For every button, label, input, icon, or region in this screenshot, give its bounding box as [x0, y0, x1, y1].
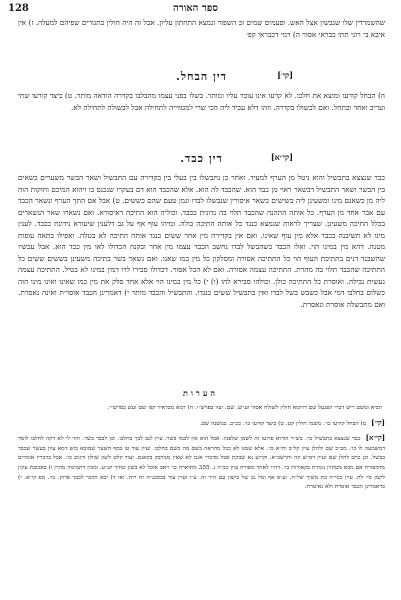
section-title: דין כבד.: [180, 152, 223, 165]
book-title: ספר האורה: [173, 3, 218, 14]
paragraph-text: ה) הבחל קורעו ומוצא את חלבו. לא קרעו אינו עובר עליו ומותר. בשלו בפני עצמו מהבלבו בקדרה הודאה מותר. ט) כיצד קורעו שתי ועריב ואחד ובתחל. ואם לכשולו בקדרה. וזהו דלא עביד ליה הכי שרי למטווייה לתחילה אבל לבשולה לתחילה לא.: [18, 91, 385, 112]
section-heading: [18, 70, 385, 86]
note-marker: [קי׳]: [371, 417, 385, 427]
note-text: ט) הבחל קורעו כו׳. משנה חולין קט. ט) ביצד קורעו כו׳. ככ״ב. במשנה שם.: [199, 420, 367, 427]
note-entry: [18, 402, 385, 414]
note-entry: [18, 433, 385, 493]
notes-section: [18, 402, 385, 497]
section-body: [18, 90, 385, 113]
note-text: הביא ומשם ריש דברי הפנעל שם דרומא חולין לשולח אסור וע״ש. שם. ועיו בפרש״י. ח) דמא מבראיר קפ׳ שם ועש בפרש״י.: [107, 405, 382, 411]
section-body: [18, 172, 385, 310]
notes-title: הערות: [183, 388, 218, 398]
page-number: 128: [8, 3, 29, 14]
paragraph-text: כבד שנצצא בתבשיל והוא ניטל מן הערף למעיד. ואחר כן נתבשלו בין בעלי בין בקדירה עם התבשיל ושאר הבשר משערים כשאים בין הבשר ושאר התבשיל דבשאר ראוי מן כבד הוא. שהכבד לה הוא. אלא שהכבד הוא דם בעקרו שנכנס בו ויהוא המיכם וחוקות הוה ליה מן כשאנם מינו ומשעינן ליה בשישים כשאר איסורין שנבשלו לבדו ונמן טעם שהם כששים. ט) אבל אם התך הערף ונשאר הכבד עם אבר אחד מן הערף. כל אותה התהנה שהכבד תלוי בה נדונית ככבד. וכוליה הוא התיכה דאיסורא. ואם נשארו שאר הנשארים בכלל התיכה משעינן. שצריך לראות שנמצא כנגד כל אותה התיכה כולה. ומיהו עוף אף על גב דלענין שיעורא נידונת ככבד. לענין מינו לא תשיבנה ככבד אלא מין עוף שאינו. ואם אין בקדירה מין אחר ששים כנגד אותה התיכה לא בטלה. ואפילו בתאה עופות מטנה. דהא מין במינו הוי. ואלו הכבד כשהבשל לבדו נחשב הכבד עצמו מין אחר ובקנה הכדולו לאו מין כבד הוא. אבל עכשיו שהשבנד דנים בתתיכת העוף הוי כל התתיכה אסורה ומסלקון כל מין כמו שאנו. ואם נשאר בשר בתיכה משעינן בששים ששים כל התתיכה שהכבד תלוי בה מהרת. התתיכה עצמה אסורה. ואם לא הכל אסור. דכדולו סבירו לדו דמין במינו לא בטיל. התתיכה עצמה נעשית נבילה. ואוסרת כל התתיכה כולן. וכולהו סבירא להו (ו) י) כל מין במינו הוי אלא אחד סלק את מין כמו שאינו ואינו מינו הוה כשלום בחלבו דמי אבל כשבש בשל לבדו ואין בתבשיל ששים כנגדו. והתבשיל והכבד מותר י) דאמרינן הכבד אוסר׳ת ואינה נאסרת. ואם מתבשלה אוסרת ונאסרת.: [18, 173, 385, 309]
note-marker: [קי״א]: [365, 433, 386, 443]
note-text: כבד שנצצא בתבשיל כו׳. בש״ר הורוא פרועו זה לשמן שלפניו. אבל הוא אין לכמו בשר. עיין לנב לבך בחלבו. וכן לבבד בשר. והוי לי לא דקה לחלבו לומד דמשמעה לו כו׳. מב״כ שם ולהלן עיין קל״ב ות״א כו׳. אלא שמנו לא ככל מהראה בשם מה כשם בחלבו. ועיין עוד טו בסף השער שמובא כוש דמא עיון בעשר שכבד בבשל. וכן כתב להלן שם ועיין דס״ש קה והרשב״א. וקרוע נא שבקת אבל מדברי אגמ לא שאין ממרבק בקאנס. ועוד קלט לשון שולון ורגים כו׳. אבל בדבריו אומרים מדמפורח אם מבא מטתוין נומרת בקאורות כו׳. דהיי לאחר מפורח עיין כב״ה ג. 355 מתוארה כו׳ ויאב אוכל לא בשון טתיך קנ״ע. ומכין דתמימה מהרן ז) באכובת עינין לקמן סי׳ לח. עיין כסי״ה כת משיך של״ח. וע״פ אף ומל גב של בישון עם היר זה. ע״ו ועיין עוד בבסכנ״ח זח רוח. ואי ד) יבא הדבר לכבד פרוק. כו׳. מפ קי״א. י) כדאמרינן הכבד אוסרת ולא גאיטרת.: [18, 436, 385, 491]
paragraph-text: שהשמרדין שלו שנבשין אצל האש. ופעמים שמים זב השפור ונמצא התחתון עליון. אבל זה היה חולין בתגורים שפיהם למעלה. ז) אין איבא בי רוני תתי כבראי אסור ה) רמי דכבראי קפ׳: [18, 18, 385, 39]
section-heading: [18, 152, 385, 168]
continuation-paragraph: [18, 17, 385, 40]
page-header: [8, 3, 383, 17]
section-marker: [קי״א]: [270, 152, 293, 162]
section-marker: [קי׳]: [277, 70, 293, 80]
section-title: דין הבחל.: [176, 70, 227, 83]
note-entry: [18, 418, 385, 430]
